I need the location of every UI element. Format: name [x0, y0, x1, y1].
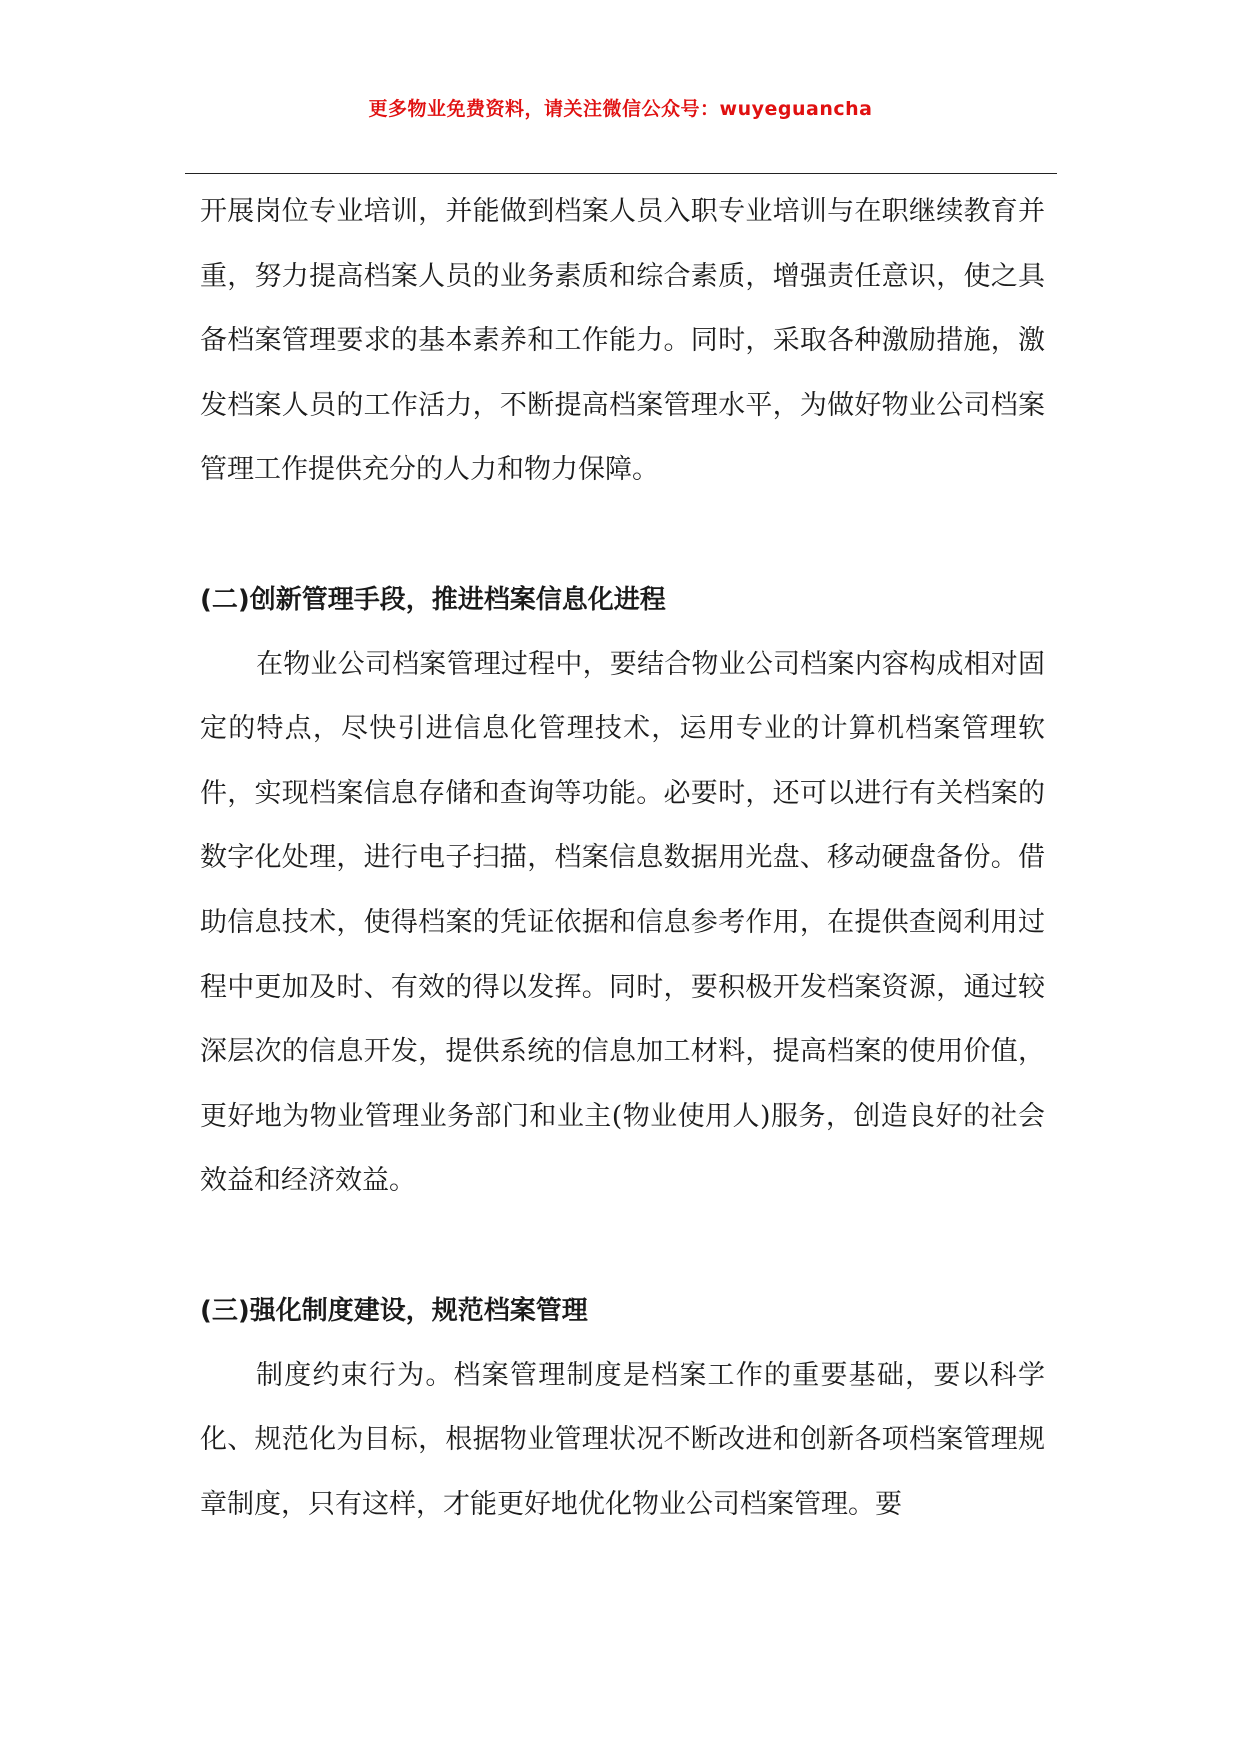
spacer	[200, 1214, 1045, 1279]
spacer	[200, 503, 1045, 568]
header-divider	[185, 173, 1057, 174]
paragraph-continued: 开展岗位专业培训，并能做到档案人员入职专业培训与在职继续教育并重，努力提高档案人员的业务素质和综合素质，增强责任意识，使之具备档案管理要求的基本素养和工作能力。同时，采取各种激励措施，激发档案人员的工作活力，不断提高档案管理水平，为做好物业公司档案管理工作提供充分的人力和物力保障。	[200, 196, 1045, 486]
section-heading-3: (三)强化制度建设，规范档案管理	[200, 1295, 588, 1326]
header-notice: 更多物业免费资料，请关注微信公众号：wuyeguancha	[368, 98, 873, 120]
section-heading-2: (二)创新管理手段，推进档案信息化进程	[200, 584, 666, 615]
paragraph-section-2: 在物业公司档案管理过程中，要结合物业公司档案内容构成相对固定的特点，尽快引进信息化管理技术，运用专业的计算机档案管理软件，实现档案信息存储和查询等功能。必要时，还可以进行有关档案的数字化处理，进行电子扫描，档案信息数据用光盘、移动硬盘备份。借助信息技术，使得档案的凭证依据和信息参考作用，在提供查阅利用过程中更加及时、有效的得以发挥。同时，要积极开发档案资源，通过较深层次的信息开发，提供系统的信息加工材料，提高档案的使用价值，更好地为物业管理业务部门和业主(物业使用人)服务，创造良好的社会效益和经济效益。	[200, 648, 1045, 1197]
document-body	[200, 180, 1045, 1537]
paragraph-section-3: 制度约束行为。档案管理制度是档案工作的重要基础，要以科学化、规范化为目标，根据物业管理状况不断改进和创新各项档案管理规章制度，只有这样，才能更好地优化物业公司档案管理。要	[200, 1359, 1045, 1520]
